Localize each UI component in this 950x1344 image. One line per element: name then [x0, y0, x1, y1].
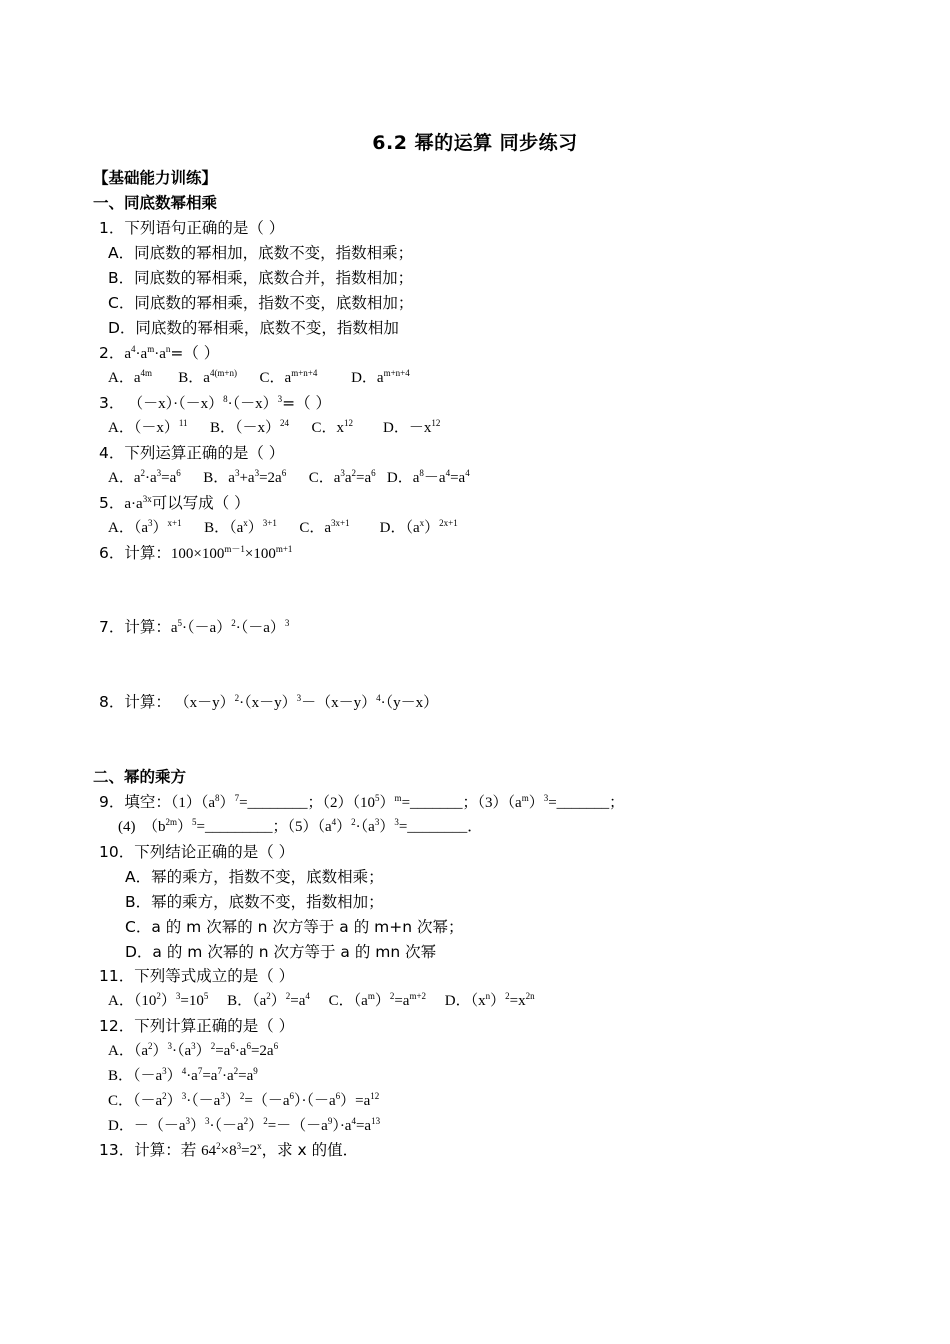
question-10-option-c: C．a 的 m 次幂的 n 次方等于 a 的 m+n 次幂；: [125, 918, 464, 936]
question-10-option-d: D．a 的 m 次幂的 n 次方等于 a 的 mn 次幂: [125, 943, 437, 961]
question-1-option-c: C．同底数的幂相乘，指数不变，底数相加；: [108, 294, 414, 312]
question-2-stem: 2．$a^4\cdot a^m\cdot a^n=$（ ）: [99, 344, 220, 362]
question-10-option-a: A．幂的乘方，指数不变，底数相乘；: [125, 868, 384, 886]
question-1-stem: 1．下列语句正确的是（ ）: [99, 219, 285, 237]
question-9-line-2: (4) $(b^{2m})^5=\_\_\_\_\_\_\_\_\_$；$(5)(a^4)^2\cdot(a^3)^3=\_\_\_\_\_\_\_\_$．: [118, 817, 483, 835]
question-2-options: A．$a^{4m}$ B．$a^{4(m+n)}$ C．$a^{m+n+4}$ D．$a^{m+n+4}$: [108, 368, 410, 386]
question-7-stem: 7．计算：$a^5\cdot(-a)^2\cdot(-a)^3$: [99, 618, 290, 636]
question-10-option-b: B．幂的乘方，底数不变，指数相加；: [125, 893, 384, 911]
question-12-option-a: A．$(a^2)^3\cdot(a^3)^2=a^6\cdot a^6=2a^6$: [108, 1041, 279, 1059]
question-10-stem: 10．下列结论正确的是（ ）: [99, 843, 295, 861]
section-basic-heading: 【基础能力训练】: [93, 169, 218, 187]
question-13-stem: 13．计算：若 $64^2\times 8^3=2^x$，求 x 的值．: [99, 1141, 359, 1159]
question-4-stem: 4．下列运算正确的是（ ）: [99, 444, 285, 462]
question-4-options: A．$a^2\cdot a^3=a^6$ B．$a^3+a^3=2a^6$ C．$a^3a^2=a^6$ D．$a^8-a^4=a^4$: [108, 468, 470, 486]
question-12-option-d: D．$-(-a^3)^3\cdot(-a^2)^2=-(-a^9)\cdot a^4=a^{13}$: [108, 1116, 381, 1134]
question-3-options: A．$(-x)^{11}$ B．$(-x)^{24}$ C．$x^{12}$ D．$-x^{12}$: [108, 418, 441, 436]
page-title: 6.2 幂的运算 同步练习: [372, 132, 578, 154]
question-5-stem: 5．$a\cdot a^{3x}$可以写成（ ）: [99, 494, 250, 512]
question-5-options: A．$(a^3)^{x+1}$ B．$(a^x)^{3+1}$ C．$a^{3x+1}$ D．$(a^x)^{2x+1}$: [108, 518, 458, 536]
question-11-options: A．$(10^2)^3=10^5$ B．$(a^2)^2=a^4$ C．$(a^m)^2=a^{m+2}$ D．$(x^n)^2=x^{2n}$: [108, 991, 535, 1009]
question-12-option-b: B．$(-a^3)^4\cdot a^7=a^7\cdot a^2=a^9$: [108, 1066, 258, 1084]
question-9-line-1: 9．填空：$(1)(a^8)^7=\_\_\_\_\_\_\_\_$；$(2)(10^5)^m=\_\_\_\_\_\_\_$；$(3)(a^m)^3=\_\_\_\_\_\_\_$；: [99, 793, 625, 811]
question-6-stem: 6．计算：$100\times 100^{m-1}\times 100^{m+1}$: [99, 544, 293, 562]
question-12-option-c: C．$(-a^2)^3\cdot(-a^3)^2=(-a^6)\cdot(-a^6)=a^{12}$: [108, 1091, 380, 1109]
question-1-option-b: B．同底数的幂相乘，底数合并，指数相加；: [108, 269, 414, 287]
question-11-stem: 11．下列等式成立的是（ ）: [99, 967, 295, 985]
question-1-option-d: D．同底数的幂相乘，底数不变，指数相加: [108, 319, 399, 337]
section-2-heading: 二、幂的乘方: [93, 768, 187, 786]
question-12-stem: 12．下列计算正确的是（ ）: [99, 1017, 295, 1035]
question-1-option-a: A．同底数的幂相加，底数不变，指数相乘；: [108, 244, 414, 262]
question-8-stem: 8．计算： $(x-y)^2\cdot(x-y)^3-(x-y)^4\cdot(y-x)$: [99, 693, 439, 711]
question-3-stem: 3． $(-x)\cdot(-x)^8\cdot(-x)^3=$（ ）: [99, 394, 332, 412]
section-1-heading: 一、同底数幂相乘: [93, 194, 218, 212]
